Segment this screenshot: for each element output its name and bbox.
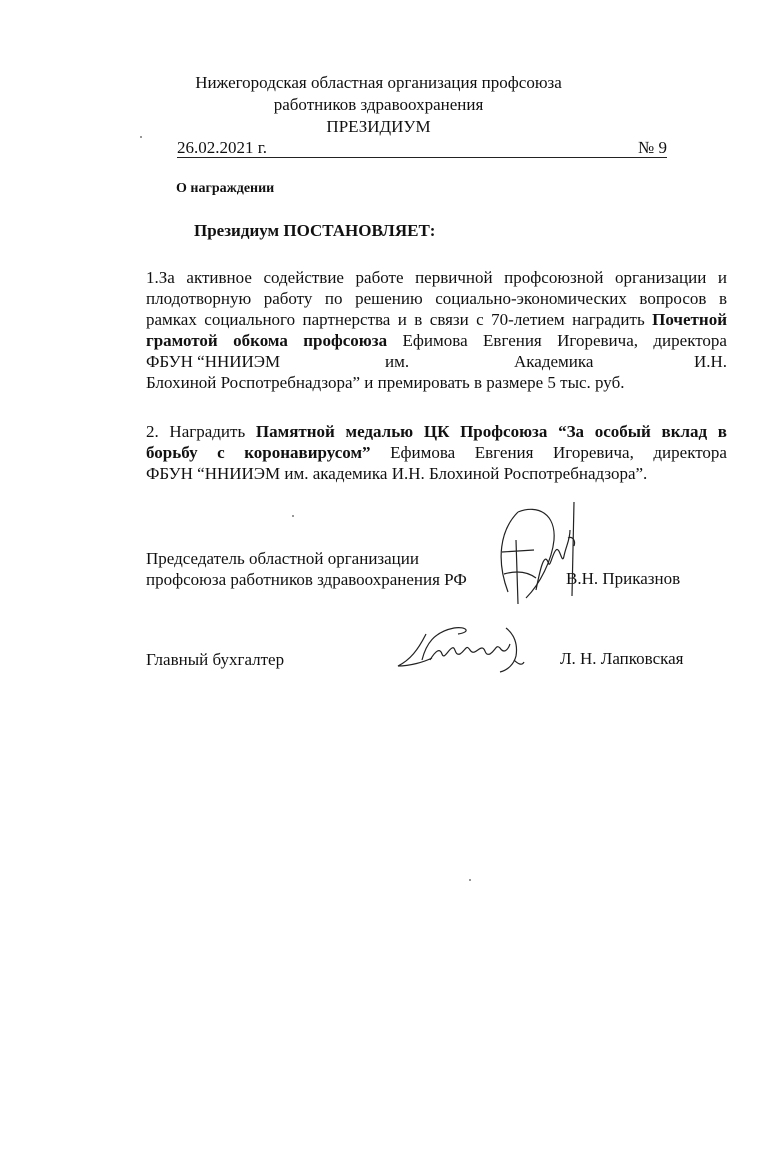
org-name-line-1: Нижегородская областная организация профсоюза	[195, 73, 562, 92]
chair-signature-image	[478, 500, 588, 610]
scan-speck	[469, 879, 471, 881]
item-2-line-3: ФБУН “ННИИЭМ им. академика И.Н. Блохиной Роспотребнадзора”.	[146, 464, 648, 483]
chair-title	[146, 548, 467, 590]
accountant-name: Л. Н. Лапковская	[560, 649, 684, 668]
date-number-row	[177, 138, 667, 158]
org-name-line-2: работников здравоохранения	[273, 95, 484, 114]
item-2-line-1-text: 2. Наградить	[146, 422, 256, 441]
item-1-line-1: 1.За активное содействие работе первичной профсоюзной организации и	[146, 268, 727, 287]
item-2-line-2-text: Ефимова Евгения Игоревича, директора	[370, 443, 727, 462]
item-2-line-1	[146, 421, 727, 442]
item-1-line-5-b: им.	[385, 352, 410, 371]
item-2-award-start: Памятной медалью ЦК Профсоюза “За особый вклад в	[255, 422, 727, 441]
scan-speck	[292, 515, 294, 517]
item-1-line-5-a: ФБУН “ННИИЭМ	[146, 352, 281, 371]
item-1-paragraph	[146, 267, 727, 393]
accountant-signature-image	[396, 620, 526, 680]
item-2-line-2	[146, 442, 727, 463]
decree-heading: Президиум ПОСТАНОВЛЯЕТ:	[194, 221, 436, 240]
date-underline	[177, 157, 667, 158]
chair-name: В.Н. Приказнов	[566, 569, 681, 588]
item-1-line-5	[146, 351, 727, 372]
presidium-heading: ПРЕЗИДИУМ	[326, 117, 431, 136]
chair-title-line-2: профсоюза работников здравоохранения РФ	[146, 570, 467, 589]
item-1-award-end: грамотой обкома профсоюза	[146, 331, 388, 350]
item-1-line-4	[146, 330, 727, 351]
document-number: № 9	[638, 138, 667, 157]
item-1-line-3-text: рамках социального партнерства и в связи с 70-летием наградить	[146, 310, 653, 329]
item-2-award-end: борьбу с коронавирусом”	[146, 443, 371, 462]
document-date: 26.02.2021 г.	[177, 138, 268, 157]
subject-line: О награждении	[176, 181, 275, 196]
scan-speck	[140, 136, 142, 138]
accountant-title: Главный бухгалтер	[146, 650, 285, 669]
chair-title-line-1: Председатель областной организации	[146, 549, 419, 568]
item-1-award-start: Почетной	[652, 310, 727, 329]
item-1-line-5-d: И.Н.	[693, 352, 727, 371]
item-1-line-2: плодотворную работу по решению социально-экономических вопросов в	[146, 289, 727, 308]
item-1-line-3	[146, 309, 727, 330]
item-1-line-6: Блохиной Роспотребнадзора” и премировать в размере 5 тыс. руб.	[146, 373, 625, 392]
item-2-paragraph	[146, 421, 727, 484]
item-1-line-4-text: Ефимова Евгения Игоревича, директора	[387, 331, 727, 350]
item-1-line-5-c: Академика	[514, 352, 594, 371]
